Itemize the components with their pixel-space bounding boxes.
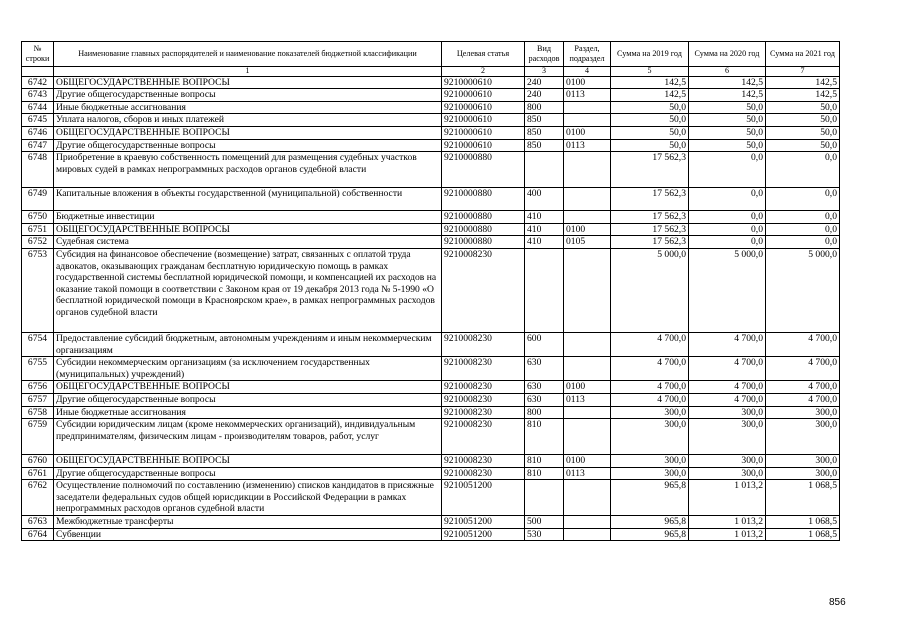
- row-vid: 410: [525, 223, 564, 236]
- row-number: 6746: [22, 126, 54, 139]
- row-number: 6744: [22, 101, 54, 114]
- colnum: 7: [766, 67, 840, 77]
- header-razd: Раздел, подраздел: [564, 42, 611, 67]
- row-name: Другие общегосударственные вопросы: [54, 139, 442, 152]
- row-sum-2021: 4 700,0: [766, 381, 840, 394]
- table-row: [22, 467, 840, 480]
- row-number: 6743: [22, 89, 54, 102]
- header-vid: Вид расходов: [525, 42, 564, 67]
- row-sum-2019: 50,0: [611, 139, 689, 152]
- row-razd: [564, 152, 611, 188]
- table-row: [22, 419, 840, 455]
- row-sum-2021: 50,0: [766, 139, 840, 152]
- row-sum-2020: 300,0: [689, 467, 766, 480]
- row-sum-2020: 50,0: [689, 126, 766, 139]
- column-number-row: [22, 67, 840, 77]
- row-sum-2019: 17 562,3: [611, 236, 689, 249]
- row-code: 9210000880: [442, 211, 525, 224]
- table-row: [22, 480, 840, 516]
- row-sum-2019: 300,0: [611, 455, 689, 468]
- row-sum-2021: 1 068,5: [766, 528, 840, 541]
- row-name: Другие общегосударственные вопросы: [54, 467, 442, 480]
- row-name: Иные бюджетные ассигнования: [54, 406, 442, 419]
- row-sum-2021: 1 068,5: [766, 480, 840, 516]
- row-sum-2020: 4 700,0: [689, 381, 766, 394]
- table-row: [22, 114, 840, 127]
- row-sum-2021: 5 000,0: [766, 248, 840, 332]
- row-name: ОБЩЕГОСУДАРСТВЕННЫЕ ВОПРОСЫ: [54, 455, 442, 468]
- row-sum-2019: 17 562,3: [611, 211, 689, 224]
- table-row: [22, 211, 840, 224]
- row-vid: 410: [525, 236, 564, 249]
- row-number: 6748: [22, 152, 54, 188]
- row-code: 9210008230: [442, 419, 525, 455]
- row-number: 6749: [22, 188, 54, 211]
- row-sum-2019: 4 700,0: [611, 357, 689, 381]
- row-sum-2019: 50,0: [611, 101, 689, 114]
- row-sum-2020: 0,0: [689, 211, 766, 224]
- table-row: [22, 406, 840, 419]
- row-vid: 600: [525, 332, 564, 356]
- row-sum-2021: 0,0: [766, 223, 840, 236]
- row-sum-2020: 300,0: [689, 455, 766, 468]
- row-sum-2019: 50,0: [611, 126, 689, 139]
- row-number: 6753: [22, 248, 54, 332]
- row-number: 6742: [22, 76, 54, 89]
- row-razd: [564, 101, 611, 114]
- table-row: [22, 528, 840, 541]
- row-vid: 810: [525, 455, 564, 468]
- row-name: Другие общегосударственные вопросы: [54, 393, 442, 406]
- row-code: 9210051200: [442, 528, 525, 541]
- row-sum-2021: 300,0: [766, 467, 840, 480]
- row-razd: [564, 357, 611, 381]
- row-code: 9210051200: [442, 480, 525, 516]
- row-sum-2019: 17 562,3: [611, 152, 689, 188]
- row-sum-2019: 965,8: [611, 528, 689, 541]
- row-vid: 630: [525, 357, 564, 381]
- row-vid: 800: [525, 101, 564, 114]
- row-code: 9210000610: [442, 126, 525, 139]
- row-number: 6763: [22, 516, 54, 529]
- row-sum-2021: 0,0: [766, 211, 840, 224]
- row-sum-2020: 4 700,0: [689, 393, 766, 406]
- row-name: Капитальные вложения в объекты государственной (муниципальной) собственности: [54, 188, 442, 211]
- row-name: Приобретение в краевую собственность помещений для размещения судебных участков мировых судей в рамках непрограммных расходов органов судебной власти: [54, 152, 442, 188]
- row-number: 6761: [22, 467, 54, 480]
- row-razd: 0113: [564, 89, 611, 102]
- row-vid: [525, 152, 564, 188]
- row-razd: [564, 248, 611, 332]
- row-name: Осуществление полномочий по составлению (изменению) списков кандидатов в присяжные заседатели федеральных судов общей юрисдикции в Российской Федерации в рамках непрограммных расходов органов судебной власти: [54, 480, 442, 516]
- row-number: 6747: [22, 139, 54, 152]
- row-sum-2019: 300,0: [611, 419, 689, 455]
- row-number: 6756: [22, 381, 54, 394]
- row-name: Межбюджетные трансферты: [54, 516, 442, 529]
- header-num: № строки: [22, 42, 54, 67]
- row-razd: 0100: [564, 455, 611, 468]
- row-razd: [564, 516, 611, 529]
- colnum: [22, 67, 54, 77]
- row-razd: [564, 188, 611, 211]
- header-s2021: Сумма на 2021 год: [766, 42, 840, 67]
- row-code: 9210008230: [442, 467, 525, 480]
- row-razd: 0113: [564, 139, 611, 152]
- row-number: 6754: [22, 332, 54, 356]
- row-sum-2019: 300,0: [611, 406, 689, 419]
- row-sum-2020: 300,0: [689, 419, 766, 455]
- row-code: 9210000610: [442, 89, 525, 102]
- table-row: [22, 188, 840, 211]
- table-row: [22, 357, 840, 381]
- row-name: ОБЩЕГОСУДАРСТВЕННЫЕ ВОПРОСЫ: [54, 223, 442, 236]
- row-code: 9210008230: [442, 393, 525, 406]
- row-vid: 800: [525, 406, 564, 419]
- row-sum-2020: 142,5: [689, 76, 766, 89]
- row-razd: 0100: [564, 76, 611, 89]
- row-sum-2020: 1 013,2: [689, 516, 766, 529]
- row-sum-2020: 50,0: [689, 101, 766, 114]
- row-sum-2020: 4 700,0: [689, 332, 766, 356]
- row-vid: 850: [525, 114, 564, 127]
- row-sum-2021: 0,0: [766, 152, 840, 188]
- row-code: 9210000880: [442, 236, 525, 249]
- row-razd: [564, 332, 611, 356]
- row-vid: 410: [525, 211, 564, 224]
- colnum: 6: [689, 67, 766, 77]
- row-code: 9210000880: [442, 152, 525, 188]
- row-vid: 810: [525, 419, 564, 455]
- table-row: [22, 455, 840, 468]
- row-razd: [564, 419, 611, 455]
- table-row: [22, 516, 840, 529]
- table-row: [22, 248, 840, 332]
- row-sum-2021: 50,0: [766, 126, 840, 139]
- table-row: [22, 223, 840, 236]
- row-code: 9210008230: [442, 357, 525, 381]
- colnum: 3: [525, 67, 564, 77]
- row-number: 6758: [22, 406, 54, 419]
- budget-table: [21, 41, 840, 541]
- row-code: 9210000610: [442, 101, 525, 114]
- table-row: [22, 76, 840, 89]
- page-number: 856: [829, 597, 846, 608]
- row-name: Другие общегосударственные вопросы: [54, 89, 442, 102]
- row-sum-2019: 17 562,3: [611, 188, 689, 211]
- table-row: [22, 332, 840, 356]
- row-sum-2021: 4 700,0: [766, 357, 840, 381]
- row-sum-2021: 4 700,0: [766, 393, 840, 406]
- row-number: 6760: [22, 455, 54, 468]
- row-sum-2020: 0,0: [689, 188, 766, 211]
- row-code: 9210008230: [442, 381, 525, 394]
- row-razd: [564, 480, 611, 516]
- colnum: 1: [54, 67, 442, 77]
- header-code: Целевая статья: [442, 42, 525, 67]
- row-razd: 0100: [564, 381, 611, 394]
- row-sum-2020: 5 000,0: [689, 248, 766, 332]
- row-sum-2021: 300,0: [766, 419, 840, 455]
- row-number: 6764: [22, 528, 54, 541]
- row-sum-2021: 300,0: [766, 455, 840, 468]
- row-name: ОБЩЕГОСУДАРСТВЕННЫЕ ВОПРОСЫ: [54, 76, 442, 89]
- row-vid: 630: [525, 381, 564, 394]
- row-name: Субсидии юридическим лицам (кроме некоммерческих организаций), индивидуальным предпринимателям, физическим лицам - производителям товаров, работ, услуг: [54, 419, 442, 455]
- row-code: 9210000610: [442, 114, 525, 127]
- table-row: [22, 101, 840, 114]
- row-code: 9210008230: [442, 332, 525, 356]
- row-sum-2021: 142,5: [766, 76, 840, 89]
- row-number: 6745: [22, 114, 54, 127]
- row-vid: [525, 480, 564, 516]
- row-name: Предоставление субсидий бюджетным, автономным учреждениям и иным некоммерческим организациям: [54, 332, 442, 356]
- row-sum-2021: 1 068,5: [766, 516, 840, 529]
- row-razd: 0100: [564, 223, 611, 236]
- row-razd: [564, 528, 611, 541]
- table-row: [22, 393, 840, 406]
- row-sum-2020: 0,0: [689, 236, 766, 249]
- row-name: ОБЩЕГОСУДАРСТВЕННЫЕ ВОПРОСЫ: [54, 126, 442, 139]
- row-code: 9210000880: [442, 188, 525, 211]
- row-number: 6759: [22, 419, 54, 455]
- row-code: 9210000610: [442, 76, 525, 89]
- row-name: Иные бюджетные ассигнования: [54, 101, 442, 114]
- table-row: [22, 236, 840, 249]
- row-sum-2021: 50,0: [766, 101, 840, 114]
- row-vid: 810: [525, 467, 564, 480]
- row-sum-2019: 965,8: [611, 480, 689, 516]
- table-row: [22, 126, 840, 139]
- row-sum-2020: 50,0: [689, 139, 766, 152]
- row-sum-2019: 142,5: [611, 89, 689, 102]
- row-razd: [564, 406, 611, 419]
- row-number: 6757: [22, 393, 54, 406]
- row-razd: 0113: [564, 467, 611, 480]
- row-sum-2020: 142,5: [689, 89, 766, 102]
- row-number: 6755: [22, 357, 54, 381]
- colnum: 5: [611, 67, 689, 77]
- header-name: Наименование главных распорядителей и наименование показателей бюджетной классификации: [54, 42, 442, 67]
- table-row: [22, 139, 840, 152]
- row-name: Субсидия на финансовое обеспечение (возмещение) затрат, связанных с оплатой труда адвокатов, оказывающих гражданам бесплатную юридическую помощь в рамках государственной системы бесплатной юридической помощи, и компенсацией их расходов на оказание такой помощи в соответствии с Законом края от 19 декабря 2013 года № 5-1990 «О бесплатной юридической помощи в Красноярском крае», в рамках непрограммных расходов органов судебной власти: [54, 248, 442, 332]
- row-razd: 0105: [564, 236, 611, 249]
- row-sum-2021: 142,5: [766, 89, 840, 102]
- row-sum-2019: 4 700,0: [611, 393, 689, 406]
- row-sum-2019: 50,0: [611, 114, 689, 127]
- table-row: [22, 89, 840, 102]
- row-sum-2020: 0,0: [689, 152, 766, 188]
- row-sum-2019: 965,8: [611, 516, 689, 529]
- row-vid: 850: [525, 139, 564, 152]
- row-vid: 400: [525, 188, 564, 211]
- row-code: 9210000880: [442, 223, 525, 236]
- row-name: Субсидии некоммерческим организациям (за исключением государственных (муниципальных) учреждений): [54, 357, 442, 381]
- row-number: 6751: [22, 223, 54, 236]
- row-number: 6750: [22, 211, 54, 224]
- row-code: 9210000610: [442, 139, 525, 152]
- row-vid: 630: [525, 393, 564, 406]
- row-sum-2021: 50,0: [766, 114, 840, 127]
- row-name: Уплата налогов, сборов и иных платежей: [54, 114, 442, 127]
- header-row: [22, 42, 840, 67]
- row-name: Бюджетные инвестиции: [54, 211, 442, 224]
- row-name: Субвенции: [54, 528, 442, 541]
- row-code: 9210008230: [442, 406, 525, 419]
- row-razd: [564, 211, 611, 224]
- row-name: ОБЩЕГОСУДАРСТВЕННЫЕ ВОПРОСЫ: [54, 381, 442, 394]
- row-vid: 240: [525, 89, 564, 102]
- row-vid: 530: [525, 528, 564, 541]
- row-sum-2020: 4 700,0: [689, 357, 766, 381]
- row-vid: [525, 248, 564, 332]
- row-razd: 0113: [564, 393, 611, 406]
- row-sum-2020: 1 013,2: [689, 480, 766, 516]
- row-sum-2021: 0,0: [766, 188, 840, 211]
- row-name: Судебная система: [54, 236, 442, 249]
- row-sum-2019: 17 562,3: [611, 223, 689, 236]
- colnum: 4: [564, 67, 611, 77]
- row-sum-2021: 0,0: [766, 236, 840, 249]
- row-number: 6762: [22, 480, 54, 516]
- row-code: 9210008230: [442, 455, 525, 468]
- row-sum-2019: 142,5: [611, 76, 689, 89]
- row-sum-2019: 4 700,0: [611, 332, 689, 356]
- header-s2020: Сумма на 2020 год: [689, 42, 766, 67]
- table-row: [22, 381, 840, 394]
- row-vid: 500: [525, 516, 564, 529]
- row-vid: 240: [525, 76, 564, 89]
- row-sum-2019: 4 700,0: [611, 381, 689, 394]
- row-sum-2020: 0,0: [689, 223, 766, 236]
- row-code: 9210008230: [442, 248, 525, 332]
- row-sum-2019: 300,0: [611, 467, 689, 480]
- row-sum-2021: 300,0: [766, 406, 840, 419]
- colnum: 2: [442, 67, 525, 77]
- row-code: 9210051200: [442, 516, 525, 529]
- row-vid: 850: [525, 126, 564, 139]
- row-sum-2020: 50,0: [689, 114, 766, 127]
- header-s2019: Сумма на 2019 год: [611, 42, 689, 67]
- table-row: [22, 152, 840, 188]
- row-sum-2021: 4 700,0: [766, 332, 840, 356]
- row-sum-2019: 5 000,0: [611, 248, 689, 332]
- row-sum-2020: 300,0: [689, 406, 766, 419]
- row-sum-2020: 1 013,2: [689, 528, 766, 541]
- row-number: 6752: [22, 236, 54, 249]
- row-razd: [564, 114, 611, 127]
- row-razd: 0100: [564, 126, 611, 139]
